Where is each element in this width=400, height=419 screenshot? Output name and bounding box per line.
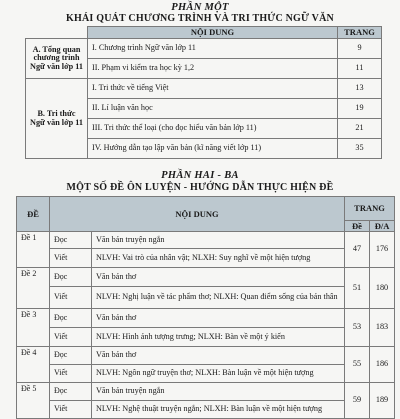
part1-title: KHÁI QUÁT CHƯƠNG TRÌNH VÀ TRI THỨC NGỮ VĂN bbox=[66, 13, 334, 24]
exam-skill: Đọc bbox=[50, 309, 92, 328]
exam-row bbox=[17, 249, 395, 268]
overview-row-page: 19 bbox=[338, 99, 382, 119]
exam-table bbox=[16, 196, 395, 419]
exam-page-de: 51 bbox=[345, 268, 370, 309]
exam-skill: Viết bbox=[50, 287, 92, 309]
exam-skill: Viết bbox=[50, 249, 92, 268]
overview-header-page: TRANG bbox=[338, 27, 382, 39]
overview-row-text: III. Tri thức thể loại (cho đọc hiểu văn bản lớp 11) bbox=[88, 119, 338, 139]
overview-row-text: II. Phạm vi kiểm tra học kỳ 1,2 bbox=[88, 59, 338, 79]
overview-row-text: IV. Hướng dẫn tạo lập văn bản (kĩ năng viết lớp 11) bbox=[88, 139, 338, 159]
overview-table bbox=[25, 26, 382, 159]
overview-row-text: I. Chương trình Ngữ văn lớp 11 bbox=[88, 39, 338, 59]
exam-row bbox=[17, 232, 395, 249]
exam-skill: Viết bbox=[50, 401, 92, 419]
exam-text: NLVH: Vai trò của nhân vật; NLXH: Suy nghĩ về một hiện tượng bbox=[92, 249, 345, 268]
exam-name: Đề 5 bbox=[17, 383, 50, 419]
exam-page-de: 53 bbox=[345, 309, 370, 347]
exam-header-de: ĐỀ bbox=[17, 197, 50, 232]
exam-skill: Viết bbox=[50, 328, 92, 347]
exam-page-da: 183 bbox=[370, 309, 395, 347]
exam-skill: Đọc bbox=[50, 232, 92, 249]
overview-row-page: 11 bbox=[338, 59, 382, 79]
section-a-name: A. Tổng quan chương trình Ngữ văn lớp 11 bbox=[26, 39, 88, 79]
exam-page-da: 189 bbox=[370, 383, 395, 419]
exam-text: Văn bản thơ bbox=[92, 268, 345, 287]
overview-row-page: 9 bbox=[338, 39, 382, 59]
overview-row-text: I. Tri thức về tiếng Việt bbox=[88, 79, 338, 99]
exam-row bbox=[17, 309, 395, 328]
overview-header-content: NỘI DUNG bbox=[88, 27, 338, 39]
exam-page-da: 176 bbox=[370, 232, 395, 268]
exam-name: Đề 2 bbox=[17, 268, 50, 309]
exam-row bbox=[17, 347, 395, 365]
exam-skill: Đọc bbox=[50, 383, 92, 401]
overview-header-empty bbox=[26, 27, 88, 39]
exam-page-de: 59 bbox=[345, 383, 370, 419]
exam-page-de: 55 bbox=[345, 347, 370, 383]
exam-text: NLVH: Hình ảnh tượng trưng; NLXH: Bàn về một ý kiến bbox=[92, 328, 345, 347]
overview-row-text: II. Lí luận văn học bbox=[88, 99, 338, 119]
exam-text: NLVH: Nghệ thuật truyện ngắn; NLXH: Bàn luận về một hiện tượng bbox=[92, 401, 345, 419]
overview-row-page: 21 bbox=[338, 119, 382, 139]
exam-name: Đề 4 bbox=[17, 347, 50, 383]
exam-header-page: TRANG bbox=[345, 197, 395, 221]
exam-text: Văn bản thơ bbox=[92, 309, 345, 328]
overview-row bbox=[26, 39, 382, 59]
exam-row bbox=[17, 268, 395, 287]
exam-text: Văn bản thơ bbox=[92, 347, 345, 365]
exam-page-de: 47 bbox=[345, 232, 370, 268]
overview-row bbox=[26, 79, 382, 99]
exam-name: Đề 1 bbox=[17, 232, 50, 268]
exam-text: NLVH: Ngôn ngữ truyện thơ; NLXH: Bàn luận về một hiện tượng bbox=[92, 365, 345, 383]
exam-row bbox=[17, 383, 395, 401]
part1-label: PHẦN MỘT bbox=[171, 2, 229, 13]
part2-label: PHẦN HAI - BA bbox=[161, 170, 239, 181]
exam-page-da: 186 bbox=[370, 347, 395, 383]
exam-skill: Đọc bbox=[50, 268, 92, 287]
exam-header-page-de: Đề bbox=[345, 221, 370, 232]
section-b-name: B. Tri thức Ngữ văn lớp 11 bbox=[26, 79, 88, 159]
exam-row bbox=[17, 365, 395, 383]
exam-header-page-da: Đ/A bbox=[370, 221, 395, 232]
overview-row-page: 35 bbox=[338, 139, 382, 159]
exam-skill: Đọc bbox=[50, 347, 92, 365]
exam-row bbox=[17, 328, 395, 347]
exam-skill: Viết bbox=[50, 365, 92, 383]
exam-header-content: NỘI DUNG bbox=[50, 197, 345, 232]
overview-header-row bbox=[26, 27, 382, 39]
exam-text: Văn bản truyện ngắn bbox=[92, 232, 345, 249]
exam-page-da: 180 bbox=[370, 268, 395, 309]
exam-row bbox=[17, 287, 395, 309]
exam-header-row bbox=[17, 197, 395, 221]
exam-row bbox=[17, 401, 395, 419]
overview-row-page: 13 bbox=[338, 79, 382, 99]
exam-name: Đề 3 bbox=[17, 309, 50, 347]
exam-text: Văn bản truyện ngắn bbox=[92, 383, 345, 401]
exam-text: NLVH: Nghị luận về tác phẩm thơ; NLXH: Quan điểm sống của bản thân bbox=[92, 287, 345, 309]
part2-title: MỘT SỐ ĐỀ ÔN LUYỆN - HƯỚNG DẪN THỰC HIỆN ĐỀ bbox=[66, 182, 334, 193]
